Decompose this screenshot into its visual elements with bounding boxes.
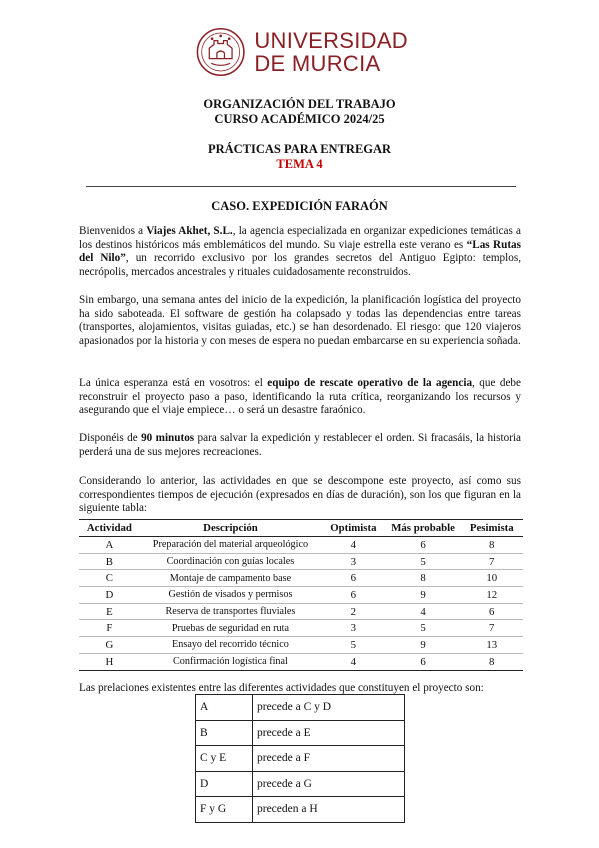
table-row — [196, 720, 405, 746]
activity-description: Confirmación logística final — [140, 653, 321, 670]
table-row — [196, 746, 405, 772]
header-pessimistic: Pesimista — [461, 520, 523, 537]
probable-time: 5 — [386, 620, 461, 637]
probable-time: 4 — [386, 603, 461, 620]
activity-description: Pruebas de seguridad en ruta — [140, 620, 321, 637]
precedence-relation: precede a C y D — [253, 695, 405, 721]
optimistic-time: 4 — [321, 537, 386, 554]
header-activity: Actividad — [79, 520, 140, 537]
probable-time: 5 — [386, 553, 461, 570]
time-limit: 90 minutos — [141, 432, 195, 444]
rescue-text-1: La única esperanza está en vosotros: el — [79, 377, 268, 389]
table-row — [196, 695, 405, 721]
sabotage-paragraph: Sin embargo, una semana antes del inicio de la expedición, la planificación logística del proyecto ha sido saboteada. El software de gestión ha colapsado y todas las dependencias entre tareas (transportes, alojamientos, visitas guiadas, etc.) se han desordenado. El riesgo: que 120 viajeros apasionados por la historia y con meses de espera no puedan embarcarse en su experiencia soñada. — [79, 294, 521, 347]
precedence-relation: precede a F — [253, 746, 405, 772]
probable-time: 9 — [386, 587, 461, 604]
precedence-relation: preceden a H — [253, 797, 405, 823]
probable-time: 6 — [386, 653, 461, 670]
activities-header-row — [79, 520, 523, 537]
header-probable: Más probable — [386, 520, 461, 537]
optimistic-time: 5 — [321, 637, 386, 654]
pessimistic-time: 13 — [461, 637, 523, 654]
precedence-activity: D — [196, 771, 253, 797]
precedence-activity: B — [196, 720, 253, 746]
activity-description: Ensayo del recorrido técnico — [140, 637, 321, 654]
optimistic-time: 6 — [321, 570, 386, 587]
pessimistic-time: 7 — [461, 553, 523, 570]
pessimistic-time: 7 — [461, 620, 523, 637]
optimistic-time: 3 — [321, 553, 386, 570]
table-row — [79, 637, 523, 654]
practice-title: PRÁCTICAS PARA ENTREGAR — [207, 142, 392, 156]
precedences-table — [195, 694, 405, 823]
time-text-1: Disponéis de — [79, 432, 142, 444]
pessimistic-time: 8 — [461, 537, 523, 554]
logo-line-1: UNIVERSIDAD — [254, 28, 408, 53]
activity-id: H — [79, 653, 140, 670]
activity-id: D — [79, 587, 140, 604]
logo-line-2: DE MURCIA — [254, 51, 381, 76]
optimistic-time: 3 — [321, 620, 386, 637]
probable-time: 6 — [386, 537, 461, 554]
header-optimistic: Optimista — [321, 520, 386, 537]
probable-time: 8 — [386, 570, 461, 587]
optimistic-time: 4 — [321, 653, 386, 670]
activity-description: Montaje de campamento base — [140, 570, 321, 587]
optimistic-time: 2 — [321, 603, 386, 620]
precedence-activity: A — [196, 695, 253, 721]
topic-title: TEMA 4 — [276, 157, 323, 171]
activity-id: A — [79, 537, 140, 554]
table-row — [79, 537, 523, 554]
header-description: Descripción — [140, 520, 321, 537]
trip-name: “Las Rutas del Nilo” — [79, 238, 521, 265]
probable-time: 9 — [386, 637, 461, 654]
header-divider — [86, 186, 516, 187]
activities-table — [79, 519, 523, 671]
intro-text-1: Bienvenidos a — [79, 225, 147, 237]
time-text-2: para salvar la expedición y restablecer el orden. Si fracasáis, la historia perderá una de sus mejores recreaciones. — [79, 432, 522, 458]
precedence-relation: precede a G — [253, 771, 405, 797]
precedence-activity: F y G — [196, 797, 253, 823]
activity-description: Preparación del material arqueológico — [140, 537, 321, 554]
table-row — [79, 553, 523, 570]
precedence-relation: precede a E — [253, 720, 405, 746]
rescue-text-2: , que debe reconstruir el proyecto paso a paso, identificando la ruta crítica, reorganizando los recursos y asegurando que el viaje empiece… o será un desastre faraónico. — [79, 377, 521, 417]
activity-description: Coordinación con guías locales — [140, 553, 321, 570]
intro-text-3: , un recorrido exclusivo por los grandes secretos del Antiguo Egipto: templos, necrópolis, mercados ancestrales y rituales cuidadosamente reconstruidos. — [79, 252, 521, 278]
course-name: ORGANIZACIÓN DEL TRABAJO — [203, 97, 396, 111]
university-logo — [196, 24, 408, 80]
activity-description: Reserva de transportes fluviales — [140, 603, 321, 620]
rescue-team-name: equipo de rescate operativo de la agencia — [267, 377, 473, 389]
table-intro-paragraph: Considerando lo anterior, las actividades en que se descompone este proyecto, así como sus correspondientes tiempos de ejecución (expresados en días de duración), son los que figuran en la siguiente tabla: — [79, 475, 521, 515]
optimistic-time: 6 — [321, 587, 386, 604]
activity-id: B — [79, 553, 140, 570]
academic-year: CURSO ACADÉMICO 2024/25 — [214, 112, 385, 126]
rescue-paragraph — [79, 377, 521, 418]
table-row — [79, 603, 523, 620]
activity-id: E — [79, 603, 140, 620]
table-row — [196, 797, 405, 823]
activity-description: Gestión de visados y permisos — [140, 587, 321, 604]
table-row — [79, 570, 523, 587]
pessimistic-time: 6 — [461, 603, 523, 620]
table-row — [79, 587, 523, 604]
activity-id: G — [79, 637, 140, 654]
table-row — [79, 620, 523, 637]
time-limit-paragraph — [79, 432, 521, 459]
case-title: CASO. EXPEDICIÓN FARAÓN — [211, 199, 388, 213]
company-name: Viajes Akhet, S.L. — [146, 225, 233, 237]
intro-paragraph — [79, 225, 521, 279]
intro-text-2: , la agencia especializada en organizar expediciones temáticas a los destinos históricos más emblemáticos del mundo. Su viaje estrella este verano es — [79, 225, 522, 251]
activity-id: C — [79, 570, 140, 587]
table-row — [196, 771, 405, 797]
pessimistic-time: 10 — [461, 570, 523, 587]
pessimistic-time: 8 — [461, 653, 523, 670]
precedences-intro: Las prelaciones existentes entre las diferentes actividades que constituyen el proyecto son: — [79, 682, 484, 694]
precedence-activity: C y E — [196, 746, 253, 772]
activity-id: F — [79, 620, 140, 637]
table-row — [79, 653, 523, 670]
university-seal-icon — [196, 26, 245, 78]
pessimistic-time: 12 — [461, 587, 523, 604]
